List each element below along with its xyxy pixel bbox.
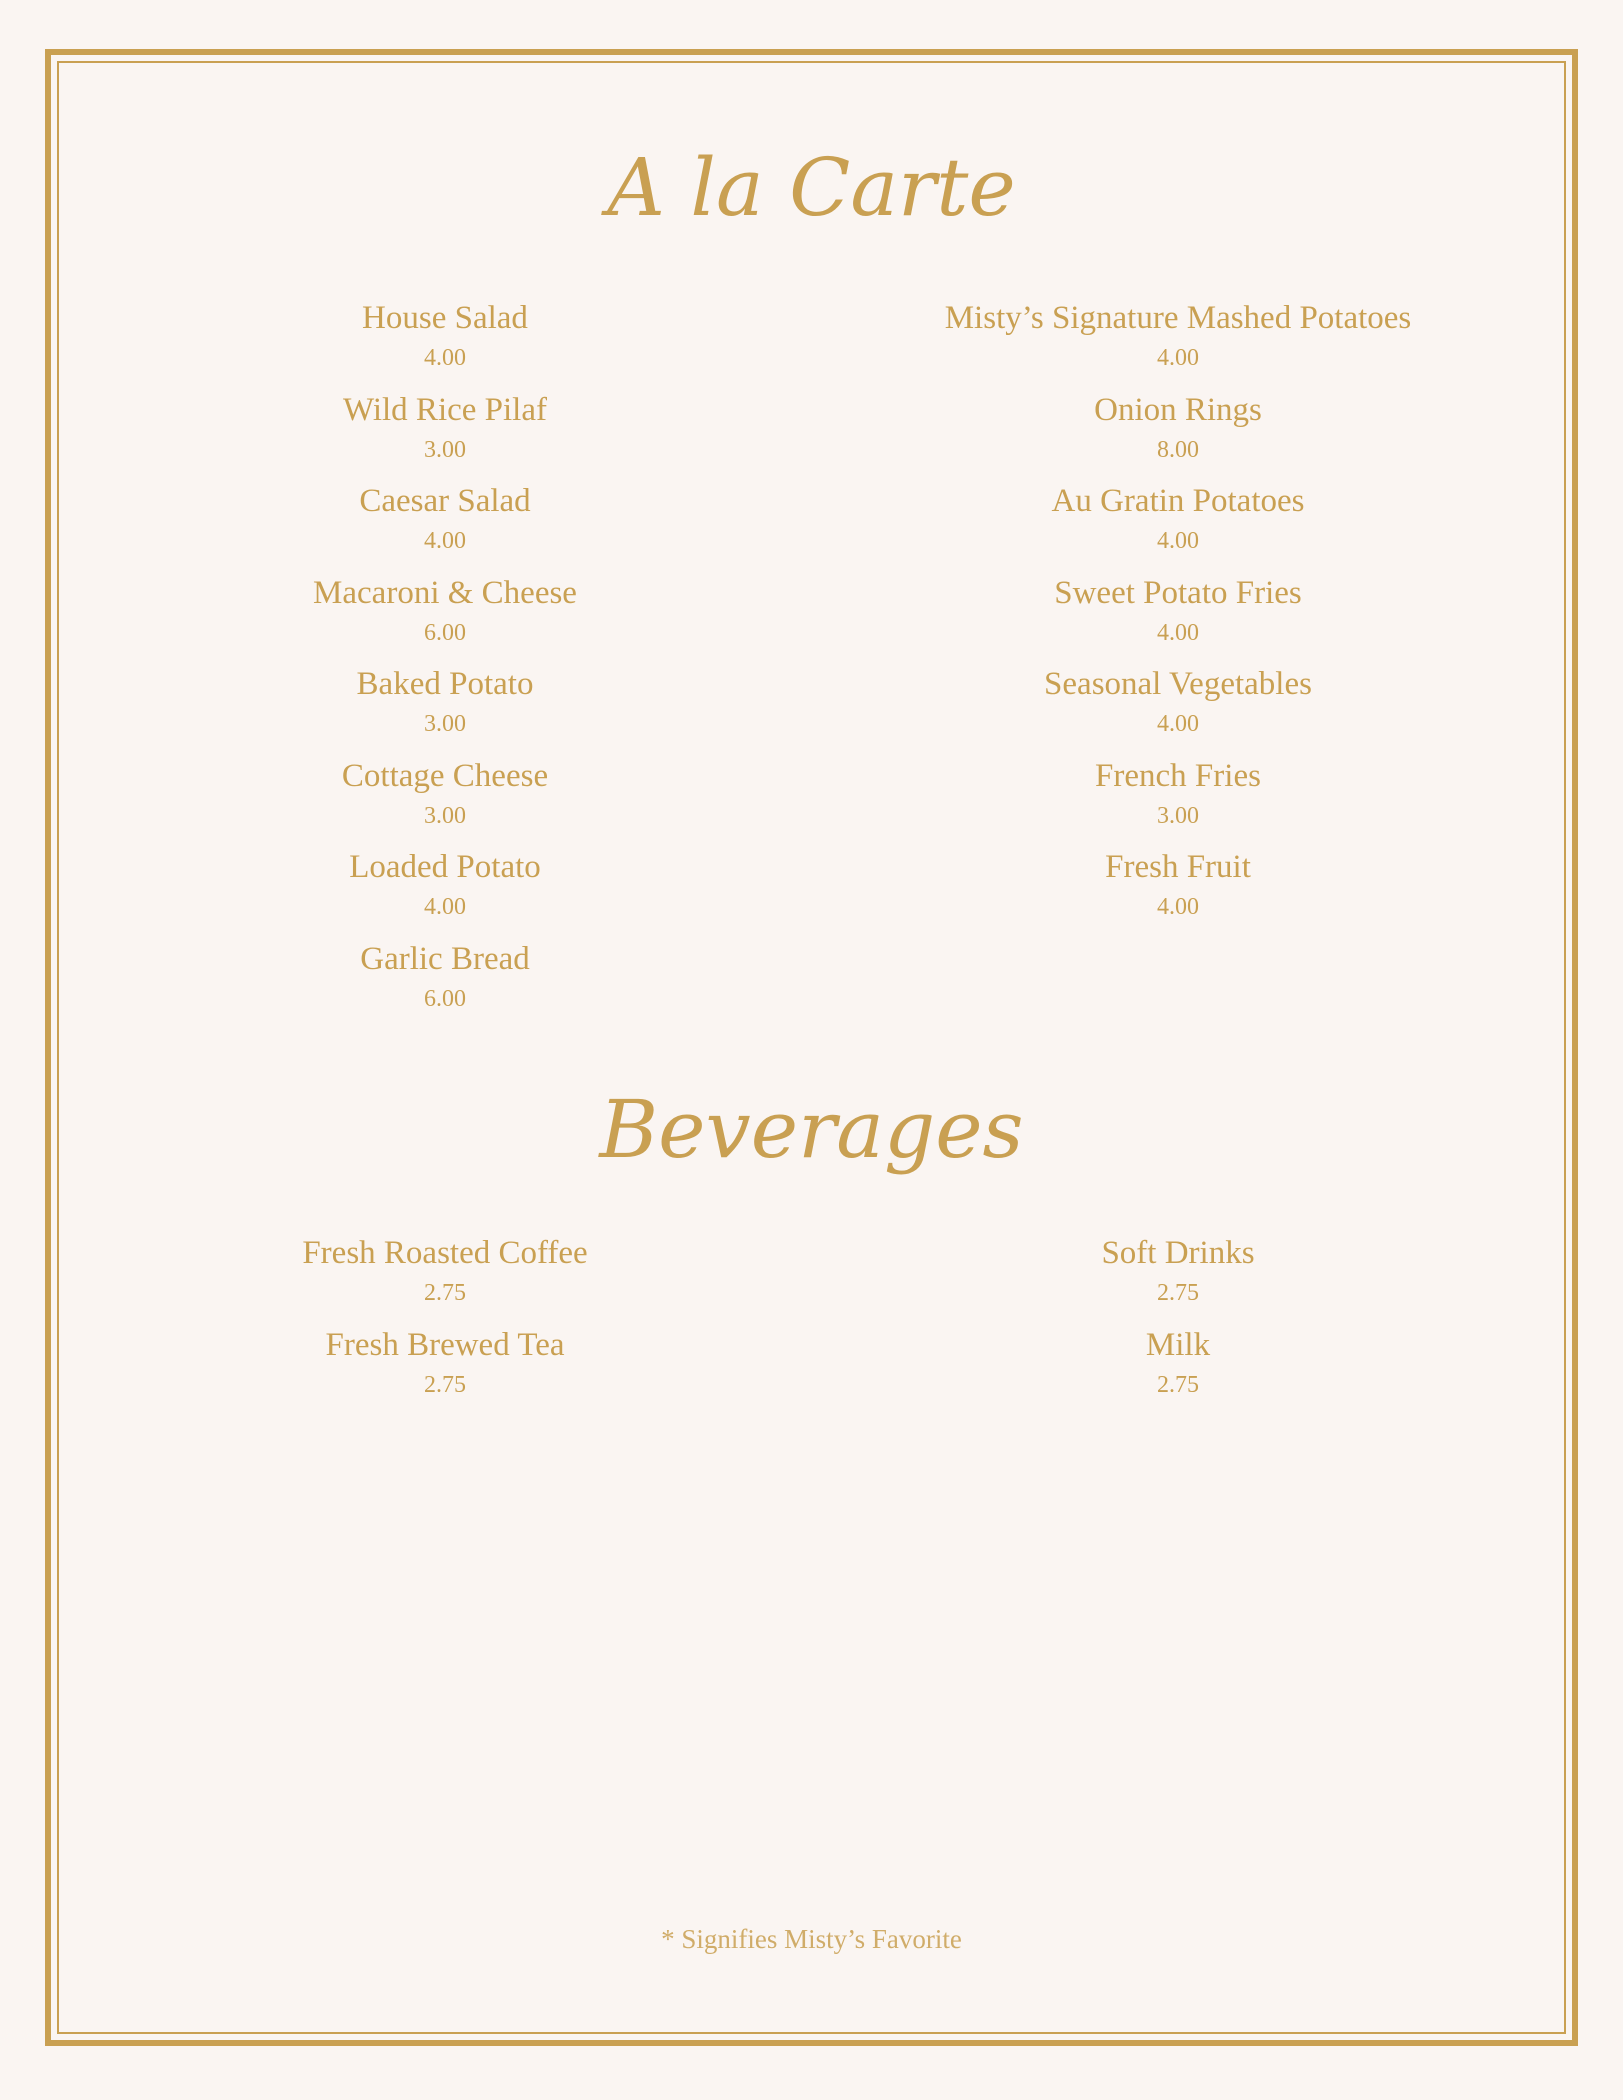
item-price: 2.75: [424, 1280, 466, 1306]
item-name: Caesar Salad: [359, 483, 531, 519]
item-price: 3.00: [424, 802, 466, 829]
item-name: Seasonal Vegetables: [1044, 666, 1312, 702]
menu-item: [195, 387, 695, 479]
item-name: Fresh Roasted Coffee: [302, 1235, 588, 1271]
ala-carte-title: A la Carte: [607, 141, 1016, 234]
item-price: 4.00: [1157, 894, 1199, 920]
menu-item: [195, 844, 695, 936]
menu-item: [195, 478, 695, 570]
item-name: Milk: [1145, 1326, 1211, 1363]
menu-item: [878, 1230, 1478, 1322]
item-name: Au Gratin Potatoes: [1051, 483, 1305, 519]
item-price: 6.00: [424, 619, 466, 646]
beverages-title: Beverages: [599, 1083, 1024, 1176]
beverages-right-column: [878, 1230, 1478, 1413]
item-name: Soft Drinks: [1101, 1235, 1255, 1271]
item-name: French Fries: [1095, 757, 1261, 794]
item-price: 4.00: [424, 894, 466, 920]
beverages-left-column: [195, 1230, 695, 1413]
item-name: Sweet Potato Fries: [1054, 574, 1302, 611]
item-price: 3.00: [424, 711, 466, 737]
menu-item: [195, 661, 695, 753]
menu-item: [878, 387, 1478, 479]
item-name: Misty’s Signature Mashed Potatoes: [944, 300, 1412, 336]
menu-item: [878, 478, 1478, 570]
menu-item: [195, 753, 695, 845]
menu-item: [195, 936, 695, 1028]
item-name: Macaroni & Cheese: [313, 574, 577, 611]
ala-carte-right-column: [878, 295, 1478, 936]
item-name: Onion Rings: [1094, 391, 1262, 428]
item-price: 4.00: [424, 345, 466, 371]
item-price: 2.75: [1157, 1280, 1199, 1306]
item-price: 3.00: [1157, 802, 1199, 829]
menu-item: [195, 570, 695, 662]
item-price: 3.00: [424, 436, 466, 463]
menu-item: [195, 1322, 695, 1414]
item-price: 4.00: [424, 528, 466, 554]
item-name: House Salad: [362, 300, 528, 336]
menu-item: [878, 844, 1478, 936]
menu-item: [878, 1322, 1478, 1414]
item-name: Fresh Brewed Tea: [325, 1326, 565, 1363]
item-price: 2.75: [424, 1371, 466, 1398]
item-name: Cottage Cheese: [341, 757, 549, 794]
item-price: 6.00: [424, 985, 466, 1012]
ala-carte-left-column: [195, 295, 695, 1027]
item-name: Loaded Potato: [349, 849, 541, 885]
item-name: Wild Rice Pilaf: [343, 391, 547, 428]
menu-item: [878, 661, 1478, 753]
item-price: 4.00: [1157, 619, 1199, 646]
menu-item: [878, 753, 1478, 845]
item-price: 2.75: [1157, 1371, 1199, 1398]
menu-item: [878, 570, 1478, 662]
item-name: Fresh Fruit: [1105, 849, 1251, 885]
item-price: 4.00: [1157, 345, 1199, 371]
item-price: 4.00: [1157, 711, 1199, 737]
menu-item: [878, 295, 1478, 387]
item-name: Garlic Bread: [360, 940, 530, 977]
menu-item: [195, 1230, 695, 1322]
favorite-footnote: * Signifies Misty’s Favorite: [661, 1924, 962, 1954]
item-name: Baked Potato: [356, 666, 534, 702]
menu-item: [195, 295, 695, 387]
item-price: 4.00: [1157, 528, 1199, 554]
item-price: 8.00: [1157, 436, 1199, 463]
